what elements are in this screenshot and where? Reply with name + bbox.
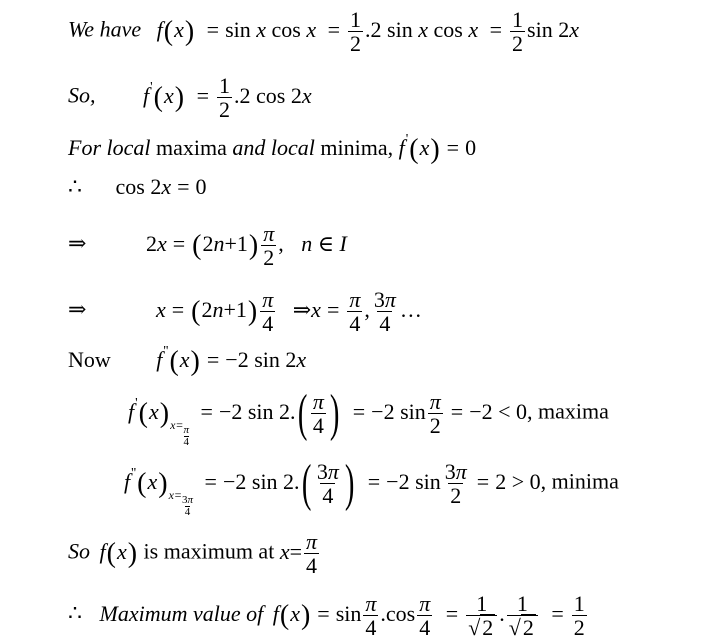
is-maximum-at-text: is maximum at	[143, 538, 275, 564]
eq-1: f(x) = sin x cos x = $\frac{1}{2}$ .2 sin x cos x = $\frac{1}{2}$ sin 2x	[156, 7, 579, 57]
minima-word: minima,	[320, 135, 394, 160]
f-of-x: f(x)	[99, 537, 138, 569]
line-6	[68, 288, 422, 335]
line-11	[68, 592, 589, 639]
so-text: So	[68, 538, 90, 564]
therefore-symbol: ∴	[68, 174, 82, 199]
eq-2: f'(x) = $\frac{1}{2}$ .2 cos 2x	[143, 73, 312, 123]
line-7	[68, 344, 306, 378]
eq-5: 2x = (2n+1) $\frac{\pi}{2}$ , n ∈ I	[145, 221, 347, 271]
implies-symbol: ⇒	[68, 230, 87, 256]
therefore-symbol: ∴	[68, 600, 82, 626]
we-have-text: We have	[68, 16, 142, 42]
eq-8: f'(x)x= $\frac{\pi}{4}$ = −2 sin 2.( $\frac{\pi}{4}$ ) = −2 sin $\frac{\pi}{2}$ = −2 < 0,	[128, 385, 539, 448]
so-text: So,	[68, 82, 96, 108]
line-2	[68, 74, 312, 121]
line-3	[68, 132, 476, 166]
maximum-value-text: Maximum value of	[99, 600, 264, 626]
minima-tag: minima	[551, 468, 619, 494]
eq-4: cos 2x = 0	[115, 174, 207, 199]
now-text: Now	[68, 347, 111, 372]
maxima-tag: maxima	[538, 398, 609, 424]
line-10	[68, 530, 321, 577]
line-8	[128, 384, 609, 448]
line-1	[68, 8, 579, 55]
eq-11: f(x) = sin $\frac{\pi}{4}$ .cos $\frac{\pi}{4}$ = $\frac{1}{√2}$ . $\frac{1}{√2}$ = $\frac{1}{2}$	[272, 591, 585, 641]
implies-symbol: ⇒	[68, 296, 87, 322]
eq-10: x= $\frac{\pi}{4}$	[279, 529, 318, 579]
line-5	[68, 222, 347, 269]
eq-9: f''(x)x= $\frac{3\pi}{4}$ = −2 sin 2.( $\frac{3\pi}{4}$ ) = −2 sin $\frac{3\pi}{2}$ = 2 > 0,	[124, 455, 552, 518]
eq-3: f'(x) = 0	[398, 132, 477, 165]
maxima-word: maxima	[156, 135, 227, 160]
eq-7: f''(x) = −2 sin 2x	[156, 344, 307, 377]
eq-6: x = (2n+1) $\frac{\pi}{4}$ ⇒x = $\frac{\pi}{4}$ , $\frac{3\pi}{4}$ …	[155, 287, 422, 337]
for-local-text: For local	[68, 135, 151, 160]
line-9	[124, 454, 619, 518]
line-4	[68, 174, 207, 200]
and-local-text: and local	[232, 135, 315, 160]
